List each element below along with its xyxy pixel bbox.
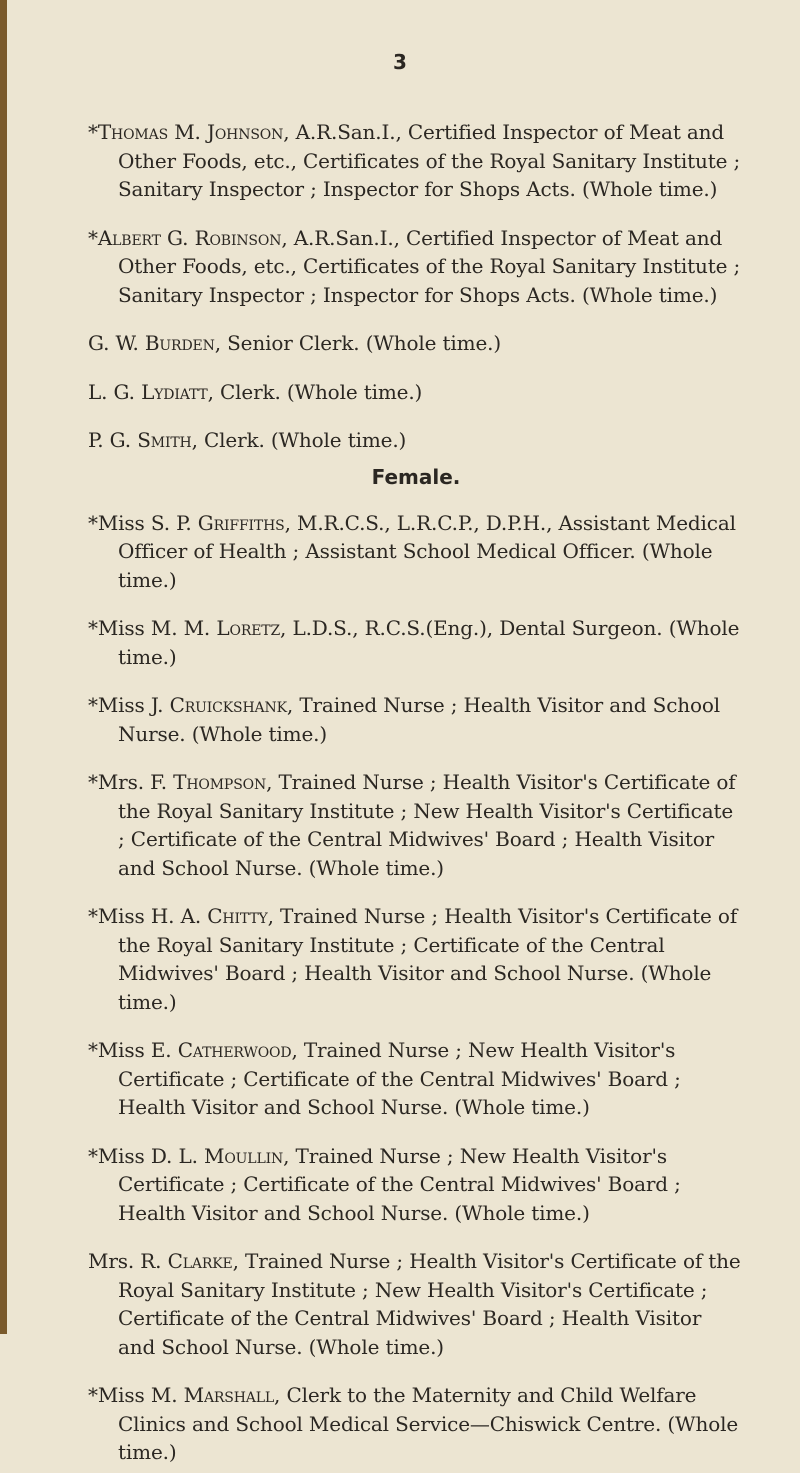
female-staff-section [88, 509, 744, 1467]
staff-entry: *Albert G. Robinson, A.R.San.I., Certified Inspector of Meat and Other Foods, etc., Certificates of the Royal Sanitary Institute ; Sanitary Inspector ; Inspector for Shops Acts. (Whole time.) [88, 225, 741, 307]
staff-entry: G. W. Burden, Senior Clerk. (Whole time.) [88, 331, 502, 355]
staff-list [88, 98, 744, 1473]
staff-entry: *Miss M. M. Loretz, L.D.S., R.C.S.(Eng.), Dental Surgeon. (Whole time.) [88, 616, 740, 669]
staff-entry: *Miss E. Catherwood, Trained Nurse ; New Health Visitor's Certificate ; Certificate of the Central Midwives' Board ; Health Visitor and School Nurse. (Whole time.) [88, 1038, 681, 1119]
staff-name: Griffiths [197, 510, 285, 535]
male-staff-section [88, 118, 744, 455]
staff-name: Smith [137, 428, 192, 452]
staff-entry: *Miss M. Marshall, Clerk to the Maternity and Child Welfare Clinics and School Medical Service—Chiswick Centre. (Whole time.) [88, 1383, 739, 1464]
staff-name: Clarke [167, 1249, 233, 1273]
staff-name: Thompson [173, 770, 267, 794]
staff-name: Burden [144, 331, 215, 355]
staff-name: Cruickshank [169, 693, 287, 717]
staff-name: Moullin [204, 1143, 284, 1168]
staff-entry: L. G. Lydiatt, Clerk. (Whole time.) [88, 379, 423, 404]
staff-name: Marshall [183, 1383, 275, 1407]
staff-name: Loretz [216, 616, 281, 640]
staff-entry: *Miss J. Cruickshank, Trained Nurse ; Health Visitor and School Nurse. (Whole time.) [88, 693, 721, 746]
staff-entry: Mrs. R. Clarke, Trained Nurse ; Health Visitor's Certificate of the Royal Sanitary Institute ; New Health Visitor's Certificate ; Certificate of the Central Midwives' Board ; Health Visitor and School Nurse. (Whole time.) [88, 1249, 741, 1359]
staff-entry: *Miss D. L. Moullin, Trained Nurse ; New Health Visitor's Certificate ; Certificate of the Central Midwives' Board ; Health Visitor and School Nurse. (Whole time.) [88, 1143, 681, 1225]
staff-name: Chitty [207, 904, 268, 928]
staff-entry: *Mrs. F. Thompson, Trained Nurse ; Health Visitor's Certificate of the Royal Sanitary Institute ; New Health Visitor's Certificate ; Certificate of the Central Midwives' Board ; Health Visitor and School Nurse. (Whole time.) [88, 770, 736, 880]
page-number: 3 [393, 50, 407, 74]
staff-entry: *Miss S. P. Griffiths, M.R.C.S., L.R.C.P., D.P.H., Assistant Medical Officer of Health ; Assistant School Medical Officer. (Whole time.) [88, 510, 736, 592]
staff-name: Thomas M. Johnson [97, 120, 284, 144]
staff-name: Albert G. Robinson [97, 225, 282, 250]
staff-name: Catherwood [177, 1038, 292, 1062]
staff-entry: P. G. Smith, Clerk. (Whole time.) [88, 428, 407, 452]
staff-entry: *Miss H. A. Chitty, Trained Nurse ; Health Visitor's Certificate of the Royal Sanitary Institute ; Certificate of the Central Midwives' Board ; Health Visitor and School Nurse. (Whole time.) [88, 904, 738, 1014]
staff-entry: *Thomas M. Johnson, A.R.San.I., Certified Inspector of Meat and Other Foods, etc., Certificates of the Royal Sanitary Institute ; Sanitary Inspector ; Inspector for Shops Acts. (Whole time.) [88, 120, 741, 201]
staff-name: Lydiatt [141, 379, 208, 404]
page-edge [0, 0, 7, 1334]
section-heading: Female. [371, 464, 461, 489]
